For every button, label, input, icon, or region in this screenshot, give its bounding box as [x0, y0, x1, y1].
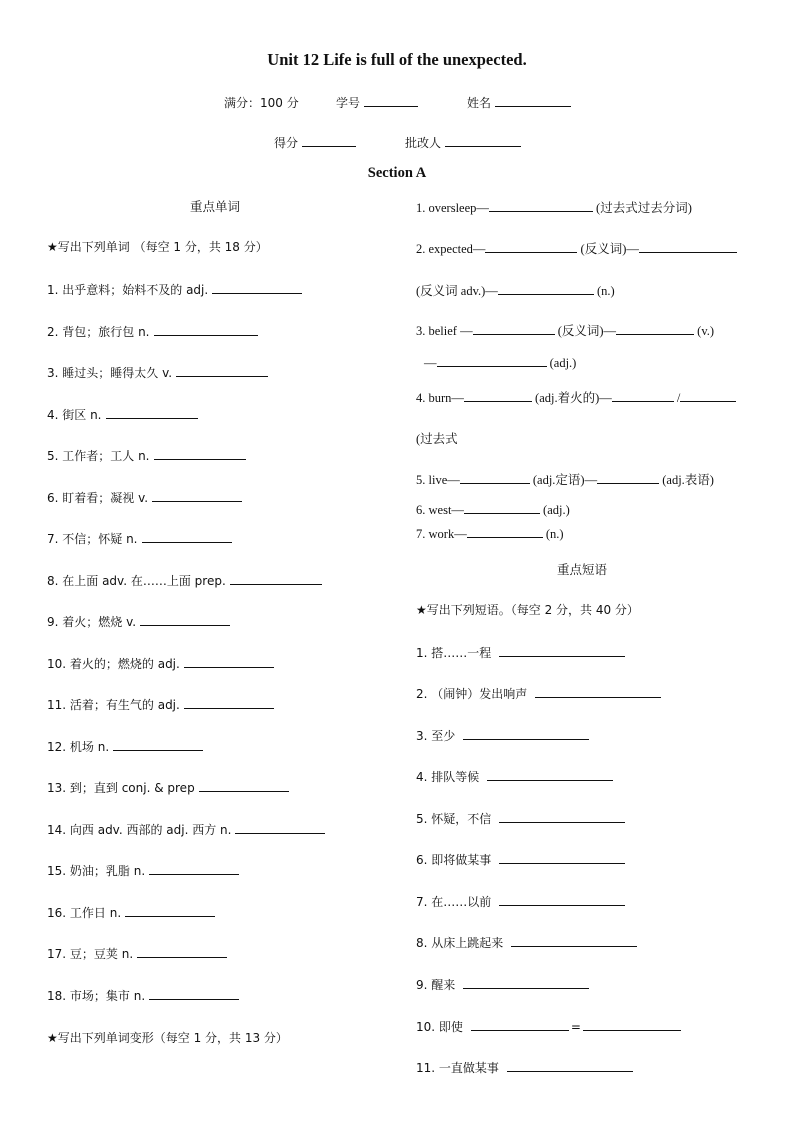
- name-blank[interactable]: [495, 95, 571, 107]
- word-item: [47, 655, 274, 672]
- word-item-blank[interactable]: [149, 863, 239, 875]
- word-item: [47, 489, 242, 506]
- word-item-blank[interactable]: [125, 905, 215, 917]
- word-item-blank[interactable]: [149, 988, 239, 1000]
- word-item-label: 9. 着火；燃烧 v.: [47, 615, 137, 629]
- form-2-cont: [416, 281, 615, 299]
- right-instruction: ★写出下列短语。（每空 2 分，共 40 分）: [416, 603, 639, 617]
- form-2-blank-3[interactable]: [498, 283, 594, 295]
- form-4-note-2: (过去式: [416, 432, 458, 446]
- word-item-blank[interactable]: [184, 697, 274, 709]
- word-item-label: 4. 街区 n.: [47, 408, 102, 422]
- form-7: [416, 526, 564, 542]
- word-item-blank[interactable]: [106, 407, 198, 419]
- word-item: [47, 987, 239, 1004]
- form-7-blank[interactable]: [467, 526, 543, 538]
- phrase-item: [416, 768, 613, 785]
- word-item: [47, 447, 246, 464]
- phrase-item-blank[interactable]: [463, 728, 589, 740]
- form-2-blank-1[interactable]: [485, 241, 577, 253]
- form-1-label: 1. oversleep—: [416, 201, 489, 215]
- phrase-item-blank[interactable]: [499, 645, 625, 657]
- word-item: [47, 530, 232, 547]
- phrase-item-blank[interactable]: [487, 769, 613, 781]
- full-marks: [224, 94, 299, 111]
- word-item-blank[interactable]: [176, 365, 268, 377]
- right-heading: 重点短语: [557, 562, 608, 577]
- phrase-item-label: 4. 排队等候: [416, 770, 480, 784]
- form-2-note: (反义词)—: [580, 242, 639, 256]
- word-item-label: 10. 着火的；燃烧的 adj.: [47, 657, 180, 671]
- word-item-blank[interactable]: [142, 531, 232, 543]
- phrase-item-blank[interactable]: [511, 935, 637, 947]
- phrase-item-label: 1. 搭……一程: [416, 646, 492, 660]
- phrase-item-blank-2[interactable]: [583, 1019, 681, 1031]
- word-item: [47, 779, 289, 796]
- word-item: [47, 862, 239, 879]
- word-item-label: 2. 背包；旅行包 n.: [47, 325, 150, 339]
- left-instruction-1: ★写出下列单词 （每空 1 分，共 18 分）: [47, 240, 268, 254]
- form-3-blank-3[interactable]: [437, 355, 547, 367]
- form-4-blank-1[interactable]: [464, 390, 532, 402]
- word-item: [47, 738, 203, 755]
- form-5-note: (adj.定语)—: [532, 473, 598, 487]
- word-item-label: 8. 在上面 adv. 在……上面 prep.: [47, 574, 226, 588]
- word-item-label: 13. 到；直到 conj. & prep: [47, 781, 195, 795]
- phrase-item: [416, 934, 637, 951]
- word-item: [47, 696, 274, 713]
- word-item-blank[interactable]: [230, 573, 322, 585]
- phrase-item-label: 11. 一直做某事: [416, 1061, 499, 1075]
- form-5-blank-1[interactable]: [460, 472, 530, 484]
- word-item-label: 6. 盯着看；凝视 v.: [47, 491, 149, 505]
- word-item-blank[interactable]: [235, 822, 325, 834]
- word-item-label: 5. 工作者；工人 n.: [47, 449, 150, 463]
- phrase-item-label: 3. 至少: [416, 729, 456, 743]
- phrase-item-blank[interactable]: [499, 811, 625, 823]
- phrase-item-blank[interactable]: [471, 1019, 569, 1031]
- word-item-label: 7. 不信；怀疑 n.: [47, 532, 138, 546]
- word-item-blank[interactable]: [154, 324, 258, 336]
- form-4-slash: /: [676, 391, 681, 405]
- form-6: [416, 502, 570, 518]
- marker-blank[interactable]: [445, 135, 521, 147]
- word-item-blank[interactable]: [199, 780, 289, 792]
- phrase-item-blank[interactable]: [499, 852, 625, 864]
- name-label: 姓名: [467, 96, 492, 110]
- student-no-label: 学号: [336, 96, 361, 110]
- word-item: [47, 572, 322, 589]
- form-3-note-3: (adj.): [549, 356, 577, 370]
- equals-sign: =: [570, 1020, 581, 1034]
- phrase-item-blank[interactable]: [507, 1060, 633, 1072]
- name-field[interactable]: [467, 94, 571, 111]
- word-item-label: 1. 出乎意料；始料不及的 adj.: [47, 283, 209, 297]
- form-4: [416, 388, 736, 406]
- form-4-cont: [416, 429, 458, 447]
- form-3-blank-2[interactable]: [616, 323, 694, 335]
- phrase-item: [416, 685, 661, 702]
- form-4-label: 4. burn—: [416, 391, 464, 405]
- form-5-label: 5. live—: [416, 473, 460, 487]
- word-item-label: 15. 奶油；乳脂 n.: [47, 864, 146, 878]
- left-instruction-2: ★写出下列单词变形（每空 1 分，共 13 分）: [47, 1031, 288, 1045]
- word-item-label: 3. 睡过头；睡得太久 v.: [47, 366, 173, 380]
- form-3-dash: —: [424, 356, 437, 370]
- word-item: [47, 364, 268, 381]
- word-item-blank[interactable]: [113, 739, 203, 751]
- phrase-item: [416, 727, 589, 744]
- form-2: [416, 239, 737, 257]
- marker-field[interactable]: [405, 134, 521, 151]
- form-2-note-2: (反义词 adv.)—: [416, 284, 498, 298]
- word-item-label: 11. 活着；有生气的 adj.: [47, 698, 180, 712]
- phrase-item: [416, 1018, 681, 1035]
- marker-label: 批改人: [405, 136, 442, 150]
- form-3-note: (反义词)—: [557, 324, 617, 338]
- word-item: [47, 904, 215, 921]
- word-item-blank[interactable]: [154, 448, 246, 460]
- form-1-blank[interactable]: [489, 200, 593, 212]
- phrase-item-label: 8. 从床上跳起来: [416, 936, 504, 950]
- form-3-note-2: (v.): [697, 324, 715, 338]
- word-item: [47, 323, 258, 340]
- form-3: [416, 321, 714, 339]
- form-5-note-2: (adj.表语): [662, 473, 714, 487]
- student-no-field[interactable]: [336, 94, 418, 111]
- word-item-blank[interactable]: [140, 614, 230, 626]
- score-label: 得分: [274, 136, 299, 150]
- word-item: [47, 821, 325, 838]
- full-marks-label: 满分：100 分: [224, 96, 299, 110]
- form-6-label: 6. west—: [416, 503, 464, 517]
- form-2-blank-2[interactable]: [639, 241, 737, 253]
- phrase-item-label: 7. 在……以前: [416, 895, 492, 909]
- phrase-item: [416, 810, 625, 827]
- form-4-note: (adj.着火的)—: [535, 391, 612, 405]
- phrase-item: [416, 893, 625, 910]
- left-heading: 重点单词: [190, 199, 241, 214]
- word-item: [47, 281, 302, 298]
- phrase-item-blank[interactable]: [463, 977, 589, 989]
- phrase-item: [416, 1059, 633, 1076]
- word-item-label: 12. 机场 n.: [47, 740, 110, 754]
- phrase-item-label: 5. 怀疑，不信: [416, 812, 492, 826]
- form-6-note: (adj.): [543, 503, 570, 517]
- page-title: Unit 12 Life is full of the unexpected.: [267, 50, 527, 69]
- word-item-label: 17. 豆；豆荚 n.: [47, 947, 134, 961]
- form-4-blank-2[interactable]: [612, 390, 674, 402]
- phrase-item-label: 9. 醒来: [416, 978, 456, 992]
- word-item: [47, 945, 227, 962]
- form-2-note-3: (n.): [596, 284, 615, 298]
- form-5-blank-2[interactable]: [597, 472, 659, 484]
- phrase-item-label: 6. 即将做某事: [416, 853, 492, 867]
- phrase-item-blank[interactable]: [535, 686, 661, 698]
- phrase-item-label: 2. （闹钟）发出响声: [416, 687, 528, 701]
- student-no-blank[interactable]: [364, 95, 418, 107]
- form-1: [416, 198, 692, 216]
- form-4-blank-3[interactable]: [680, 390, 736, 402]
- word-item-blank[interactable]: [152, 490, 242, 502]
- form-3-label: 3. belief —: [416, 324, 473, 338]
- word-item: [47, 613, 230, 630]
- word-item-blank[interactable]: [212, 282, 302, 294]
- score-field[interactable]: [274, 134, 356, 151]
- phrase-item: [416, 851, 625, 868]
- word-item-blank[interactable]: [137, 946, 227, 958]
- form-7-label: 7. work—: [416, 527, 467, 541]
- word-item-label: 18. 市场；集市 n.: [47, 989, 146, 1003]
- word-item-label: 14. 向西 adv. 西部的 adj. 西方 n.: [47, 823, 232, 837]
- form-5: [416, 470, 714, 488]
- form-7-note: (n.): [545, 527, 564, 541]
- form-3-cont: [424, 355, 576, 371]
- form-3-blank-1[interactable]: [473, 323, 555, 335]
- word-item-label: 16. 工作日 n.: [47, 906, 122, 920]
- phrase-item-blank[interactable]: [499, 894, 625, 906]
- section-title: Section A: [367, 165, 427, 181]
- form-6-blank[interactable]: [464, 502, 540, 514]
- phrase-item-label: 10. 即使: [416, 1020, 463, 1034]
- word-item-blank[interactable]: [184, 656, 274, 668]
- score-blank[interactable]: [302, 135, 356, 147]
- form-2-label: 2. expected—: [416, 242, 486, 256]
- phrase-item: [416, 644, 625, 661]
- word-item: [47, 406, 198, 423]
- form-1-note: (过去式过去分词): [596, 201, 692, 215]
- phrase-item: [416, 976, 589, 993]
